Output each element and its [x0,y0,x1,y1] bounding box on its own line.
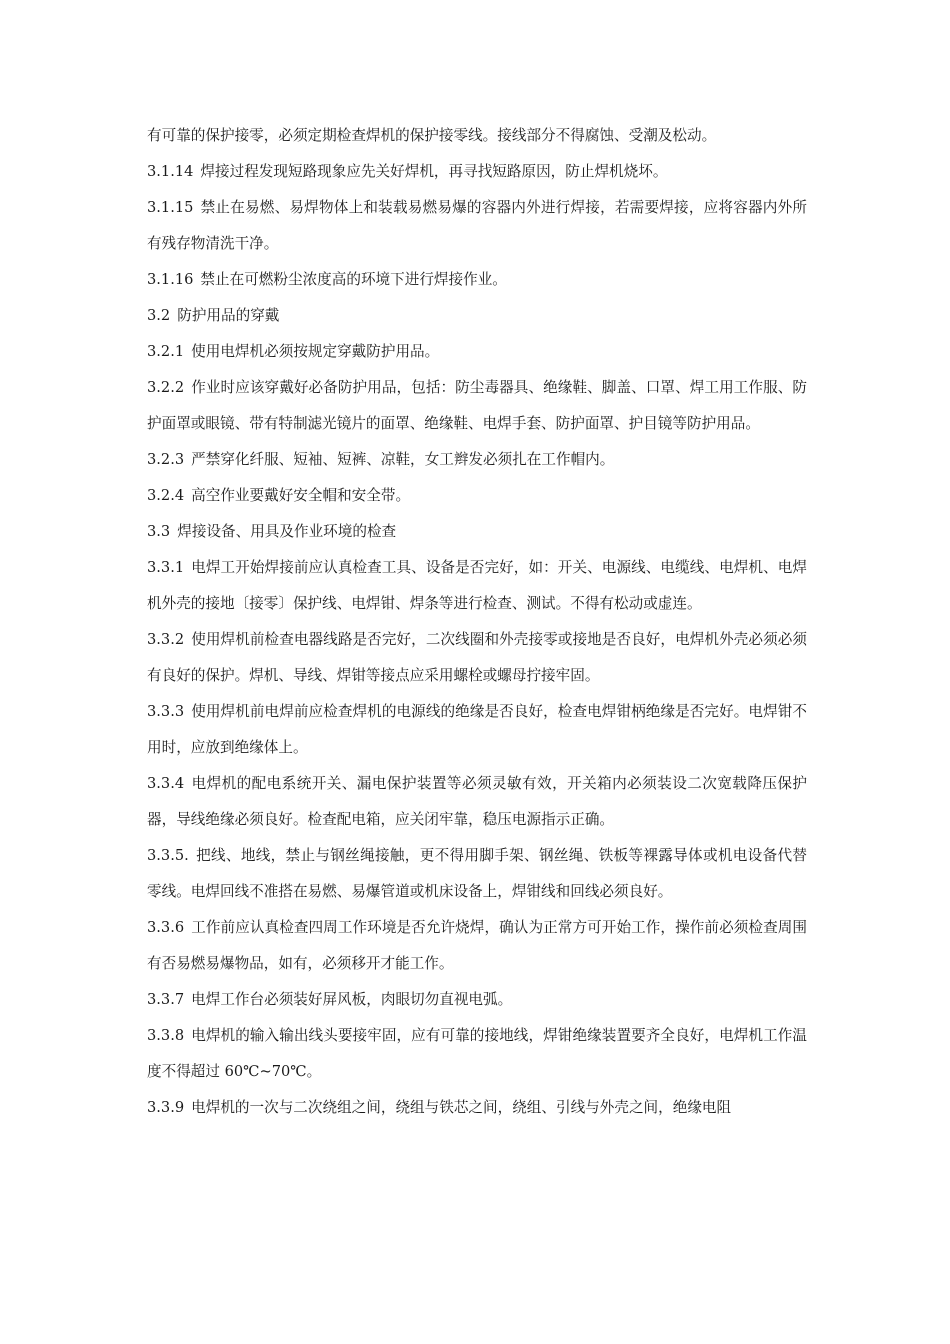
clause-number: 3.2.4 [147,487,185,504]
paragraph-18: 3.3.9 电焊机的一次与二次绕组之间，绕组与铁芯之间，绕组、引线与外壳之间，绝缘电阻 [147,1099,732,1116]
document-body [147,118,807,1126]
clause-number: 3.2.1 [147,343,185,360]
paragraph-8: 3.2.4 高空作业要戴好安全帽和安全带。 [147,487,411,504]
paragraph-3: 3.1.16 禁止在可燃粉尘浓度高的环境下进行焊接作业。 [147,271,507,288]
paragraph-11: 3.3.2 使用焊机前检查电器线路是否完好，二次线圈和外壳接零或接地是否良好，电焊机外壳必须必须有良好的保护。焊机、导线、焊钳等接点应采用螺栓或螺母拧接牢固。 [147,631,807,684]
paragraph-17: 3.3.8 电焊机的输入输出线头要接牢固，应有可靠的接地线，焊钳绝缘装置要齐全良好，电焊机工作温度不得超过 60℃~70℃。 [147,1027,807,1080]
clause-number: 3.3.5. [147,847,189,864]
clause-number: 3.3.2 [147,631,185,648]
clause-number: 3.1.15 [147,199,194,216]
section-heading-3-3: 3.3 焊接设备、用具及作业环境的检查 [147,523,397,540]
clause-number: 3.3.9 [147,1099,185,1116]
clause-number: 3.3.6 [147,919,185,936]
paragraph-14: 3.3.5. 把线、地线，禁止与钢丝绳接触，更不得用脚手架、钢丝绳、铁板等裸露导体或机电设备代替零线。电焊回线不准搭在易燃、易爆管道或机床设备上，焊钳线和回线必须良好。 [147,847,807,900]
paragraph-5: 3.2.1 使用电焊机必须按规定穿戴防护用品。 [147,343,440,360]
paragraph-1: 3.1.14 焊接过程发现短路现象应先关好焊机，再寻找短路原因，防止焊机烧坏。 [147,163,668,180]
paragraph-13: 3.3.4 电焊机的配电系统开关、漏电保护装置等必须灵敏有效，开关箱内必须装设二次宽载降压保护器，导线绝缘必须良好。检查配电箱，应关闭牢靠，稳压电源指示正确。 [147,775,807,828]
section-heading-3-2: 3.2 防护用品的穿戴 [147,307,280,324]
clause-number: 3.3.8 [147,1027,185,1044]
clause-number: 3.3.4 [147,775,185,792]
paragraph-6: 3.2.2 作业时应该穿戴好必备防护用品，包括：防尘毒器具、绝缘鞋、脚盖、口罩、焊工用工作服、防护面罩或眼镜、带有特制滤光镜片的面罩、绝缘鞋、电焊手套、防护面罩、护目镜等防护用品。 [147,379,807,432]
clause-number: 3.2.3 [147,451,185,468]
clause-number: 3.3.1 [147,559,185,576]
paragraph-16: 3.3.7 电焊工作台必须装好屏风板，肉眼切勿直视电弧。 [147,991,513,1008]
clause-number: 3.2 [147,307,171,324]
paragraph-2: 3.1.15 禁止在易燃、易焊物体上和装载易燃易爆的容器内外进行焊接，若需要焊接，应将容器内外所有残存物清洗干净。 [147,199,807,252]
paragraph-7: 3.2.3 严禁穿化纤服、短袖、短裤、凉鞋，女工辫发必须扎在工作帽内。 [147,451,615,468]
clause-number: 3.3.7 [147,991,185,1008]
clause-number: 3.1.14 [147,163,194,180]
paragraph-0: 有可靠的保护接零，必须定期检查焊机的保护接零线。接线部分不得腐蚀、受潮及松动。 [147,127,717,144]
paragraph-10: 3.3.1 电焊工开始焊接前应认真检查工具、设备是否完好，如：开关、电源线、电缆线、电焊机、电焊机外壳的接地〔接零〕保护线、电焊钳、焊条等进行检查、测试。不得有松动或虚连。 [147,559,807,612]
clause-number: 3.2.2 [147,379,185,396]
paragraph-12: 3.3.3 使用焊机前电焊前应检查焊机的电源线的绝缘是否良好，检查电焊钳柄绝缘是否完好。电焊钳不用时，应放到绝缘体上。 [147,703,807,756]
clause-number: 3.1.16 [147,271,194,288]
clause-number: 3.3 [147,523,171,540]
clause-number: 3.3.3 [147,703,185,720]
paragraph-15: 3.3.6 工作前应认真检查四周工作环境是否允许烧焊，确认为正常方可开始工作，操作前必须检查周围有否易燃易爆物品，如有，必须移开才能工作。 [147,919,807,972]
